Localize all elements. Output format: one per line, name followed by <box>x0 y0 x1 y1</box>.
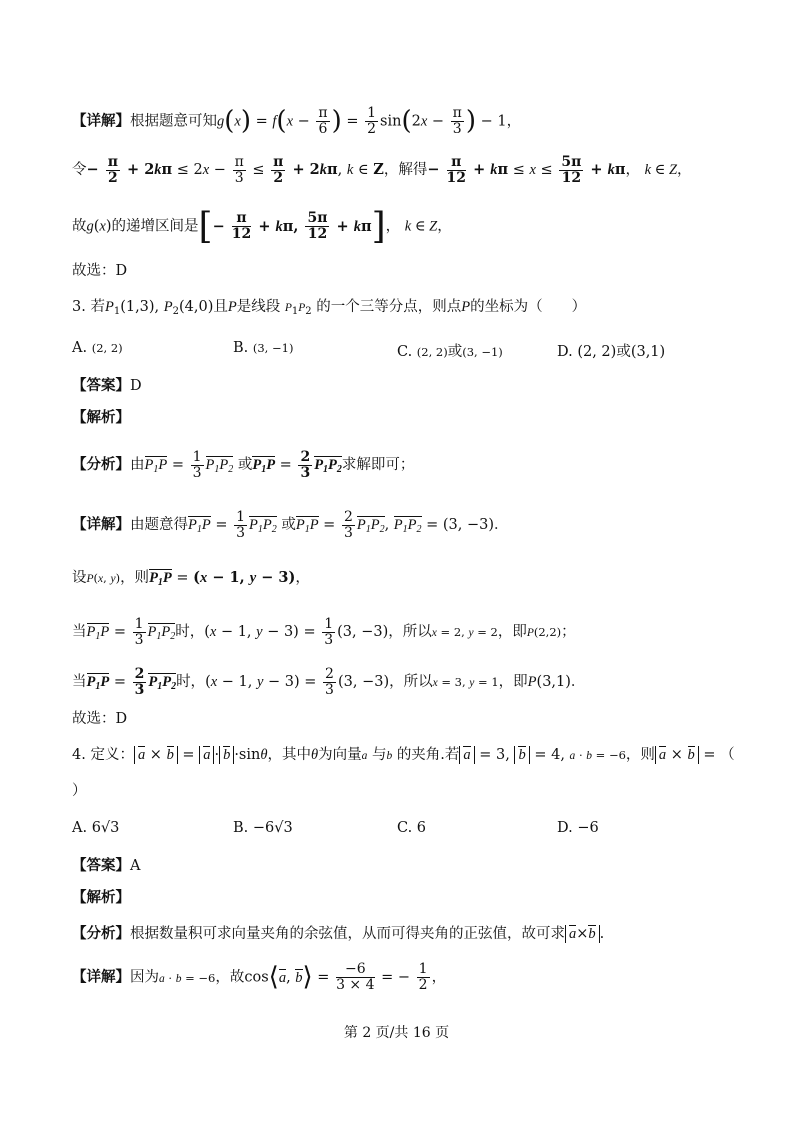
q4-analysis-tag: 【解析】 <box>72 889 130 906</box>
q4-option-a[interactable]: A. 6√3 <box>72 820 120 836</box>
q3-option-d[interactable]: D. (2, 2)或(3,1) <box>557 344 666 360</box>
frac-pi-6: $\frac{\pi}{6}$ <box>318 105 328 138</box>
q3-case1: 当$P_1P$ = $\frac{1}{3}$ $P_1P_2$时，(x − 1, y − 3) = $\frac{1}{3}$ (3, −3)，所以x = 2, y = 2，即P(2,2)； <box>72 616 576 648</box>
inequality-line: 令− $\frac{\pi}{2}$ + 2kπ ≤ 2x − $\frac{\pi}{3}$ ≤ $\frac{\pi}{2}$ + 2kπ, k ∈ Z，解得− $\frac{\pi}{12}$ + kπ ≤ x ≤ $\frac{5\pi}{12}$ + kπ， k ∈ Z， <box>72 154 692 186</box>
q3-set: 设P(x, y)，则$P_1P = (x - 1$, y − 3)， <box>72 569 310 588</box>
question-4: 4. 定义： a × b = a · b ·sinθ，其中θ为向量a 与b 的夹角.若 a = 3, b = 4, a · b = −6，则 a × b = （ <box>72 747 735 763</box>
q4-answer: 【答案】A <box>72 857 141 874</box>
choose-line-2: 故选：D <box>72 711 128 727</box>
q4-fenxi: 【分析】根据数量积可求向量夹角的余弦值，从而可得夹角的正弦值，故可求 a×b . <box>72 925 605 942</box>
q3-option-a[interactable]: A. (2, 2) <box>72 340 123 356</box>
detail-lead: 根据题意可知 <box>130 113 217 130</box>
detail-line-gx: 【详解】根据题意可知g(x) = f(x − $\frac{\pi}{6}$ ) = $\frac{1}{2}$ sin(2x − $\frac{\pi}{3}$ ) − 1， <box>72 105 522 138</box>
interval-line: 故g(x)的递增区间是[− $\frac{\pi}{12}$ + kπ, $\frac{5\pi}{12}$ + kπ]， k ∈ Z， <box>72 206 452 247</box>
gx-formula: g <box>217 113 225 130</box>
question-4-close: ） <box>72 783 87 799</box>
q3-answer: 【答案】D <box>72 377 142 394</box>
q4-option-b[interactable]: B. −6√3 <box>233 820 293 836</box>
choose-line-1: 故选：D <box>72 263 128 279</box>
q4-option-d[interactable]: D. −6 <box>557 820 599 836</box>
question-3: 3. 若$P_1(1,3)$, $P_2(4,0)$且P是线段 $P_1P_2$ 的一个三等分点，则点P的坐标为（ ） <box>72 299 587 317</box>
detail-tag: 【详解】 <box>72 112 130 130</box>
q3-fenxi: 【分析】由$P_1P$ = $\frac{1}{3}$ $P_1P_2$ 或$P_1P$ = $\frac{2}{3}$ $P_1P_2$求解即可； <box>72 449 415 481</box>
q3-case2: 当$P_1P$ = $\frac{2}{3}$ $P_1P_2$时，(x − 1, y − 3) = $\frac{2}{3}$ (3, −3)，所以x = 3, y = 1，即P(3,1)． <box>72 666 586 698</box>
q4-option-c[interactable]: C. 6 <box>397 820 427 836</box>
q3-option-c[interactable]: C. (2, 2)或(3, −1) <box>397 344 503 360</box>
q3-detail: 【详解】由题意得$P_1P$ = $\frac{1}{3}$ $P_1P_2$ 或$P_1P$ = $\frac{2}{3}$ $P_1P_2$, $P_1P_2 = (3$, −3)． <box>72 509 509 541</box>
q3-option-b[interactable]: B. (3, −1) <box>233 340 294 356</box>
q4-detail: 【详解】因为a · b = −6，故cos⟨a, b⟩ = $\frac{-6}{3 \times 4}$ = − $\frac{1}{2}$ ， <box>72 961 447 994</box>
page-footer: 第 2 页/共 16 页 <box>343 1025 450 1041</box>
q3-analysis-tag: 【解析】 <box>72 409 130 426</box>
